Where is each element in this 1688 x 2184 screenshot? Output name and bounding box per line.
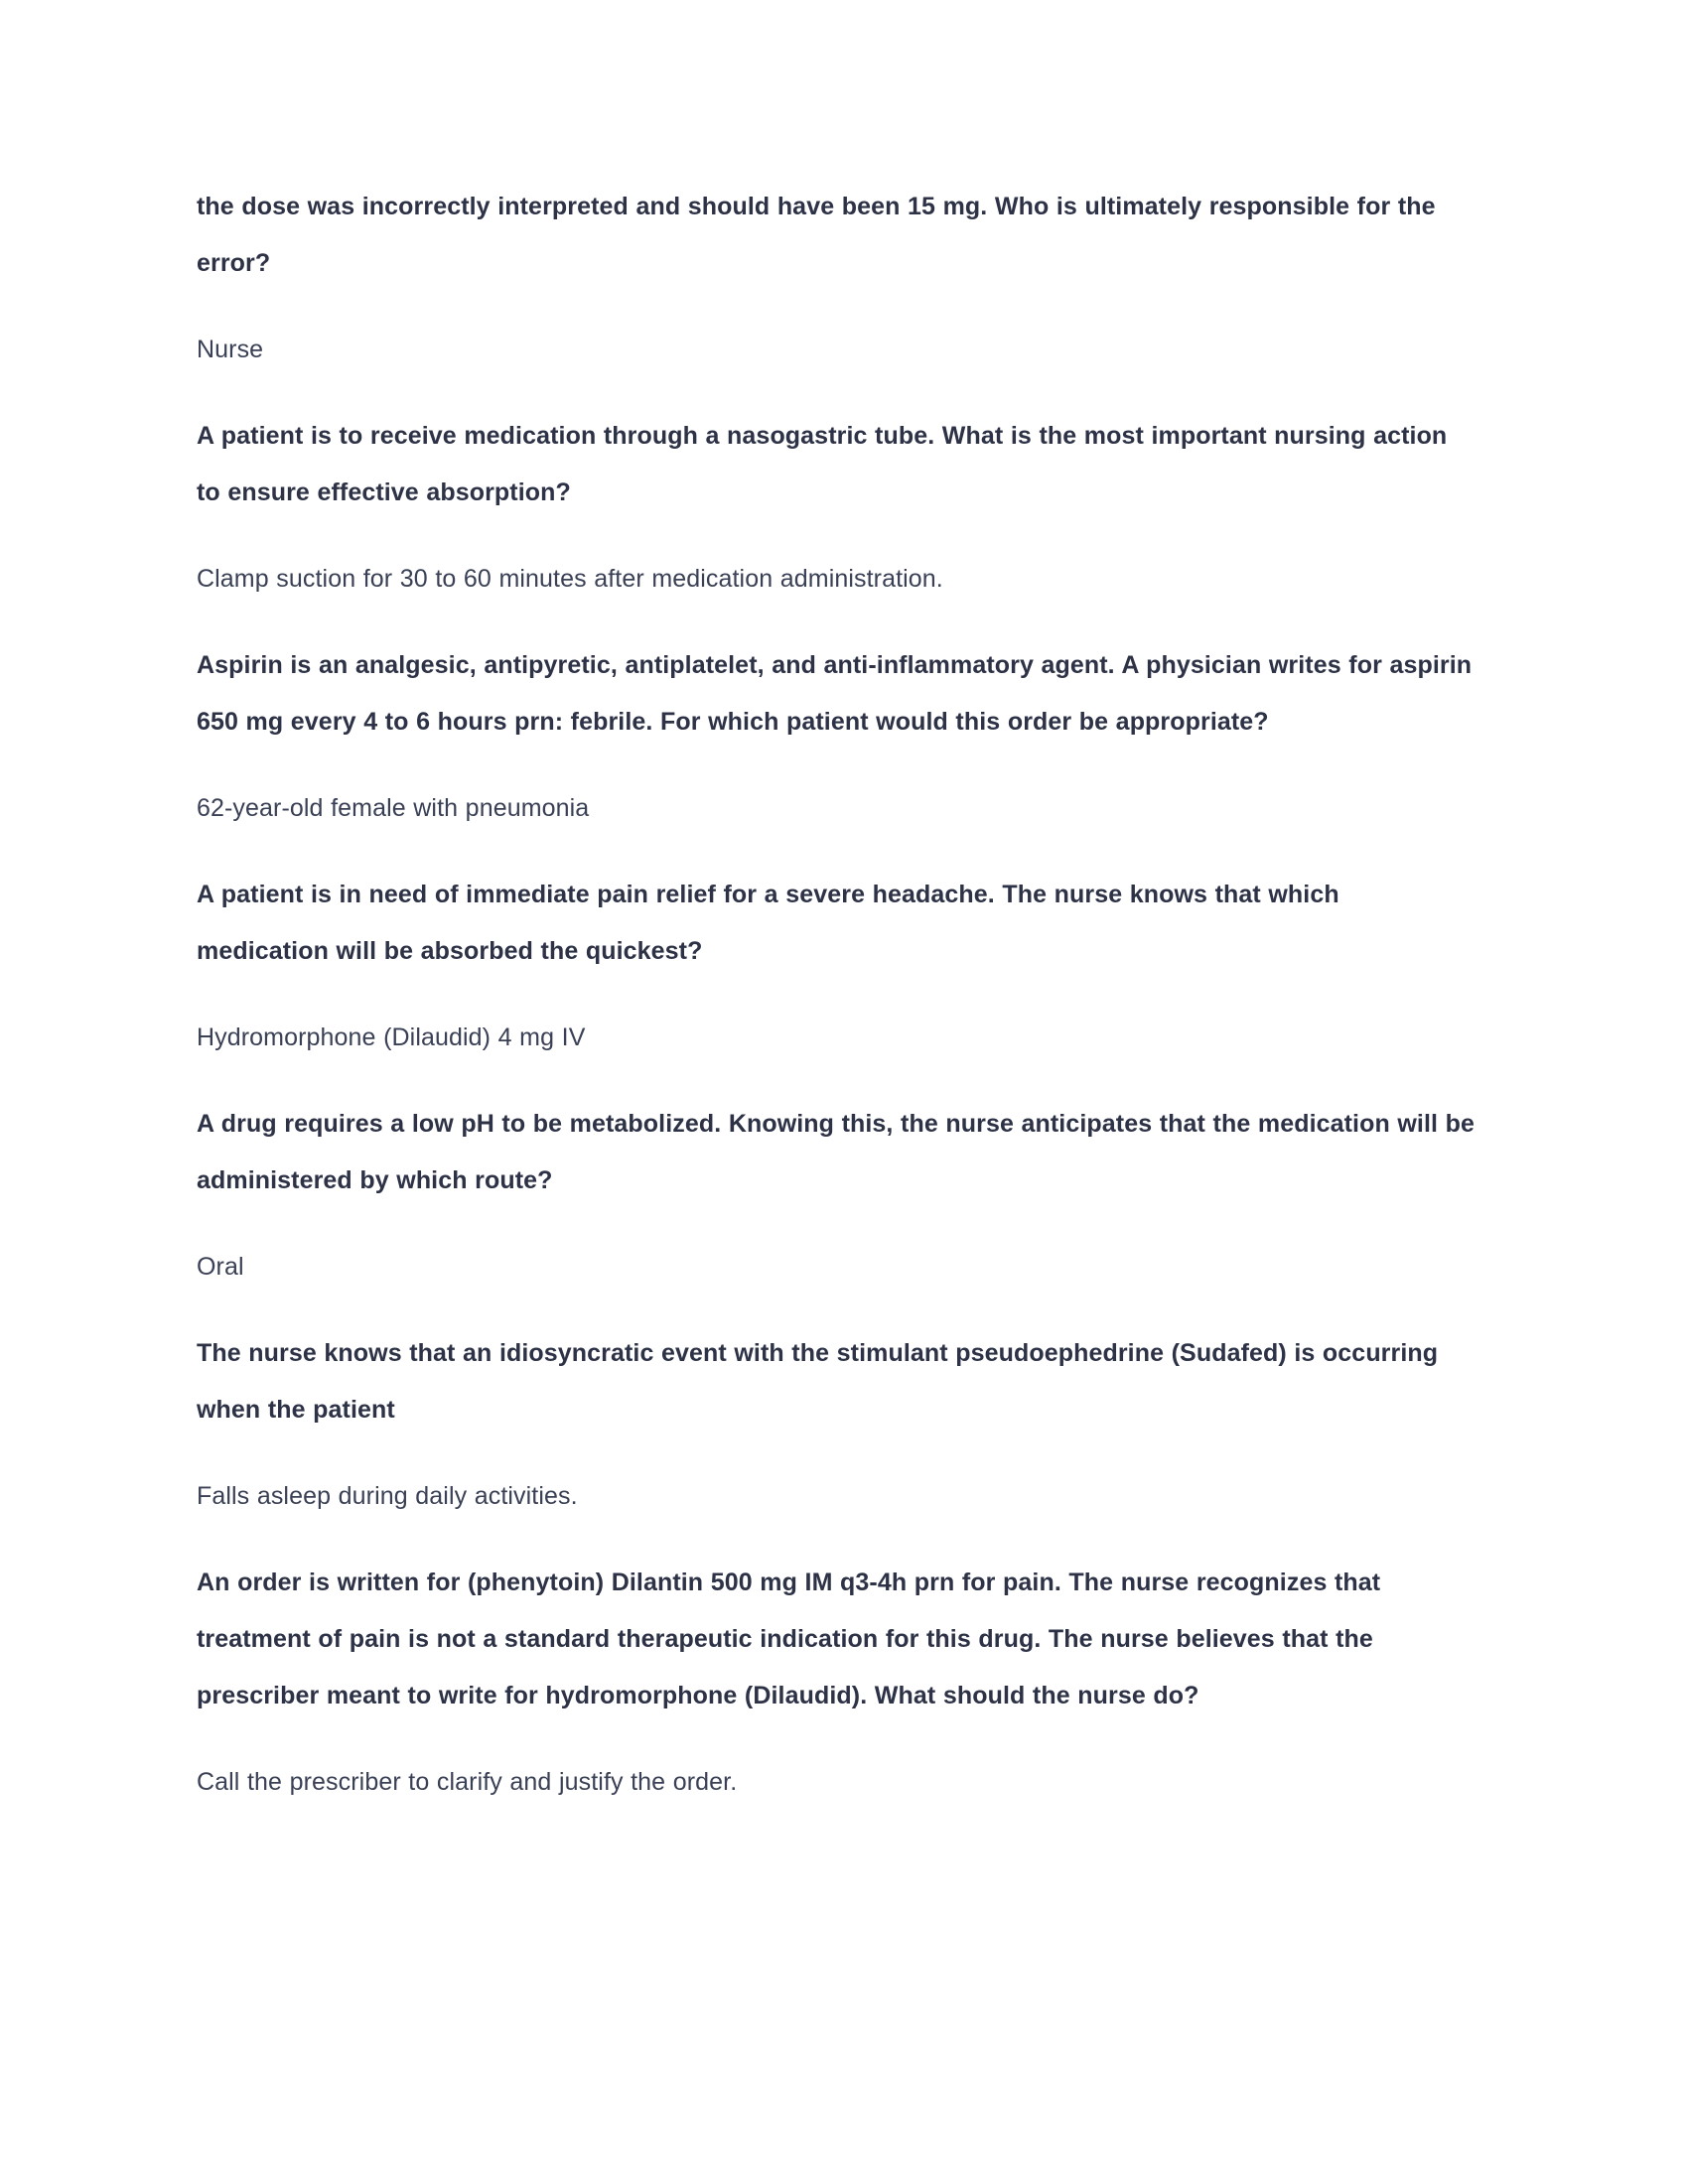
answer-text: Falls asleep during daily activities. [197,1482,578,1510]
question-text: the dose was incorrectly interpreted and should have been 15 mg. Who is ultimately responsible for the error? [197,193,1436,277]
qa-block [197,1325,1477,1525]
qa-block [197,637,1477,837]
question-text: The nurse knows that an idiosyncratic event with the stimulant pseudoephedrine (Sudafed) is occurring when the patient [197,1339,1439,1424]
answer-text: Call the prescriber to clarify and justify the order. [197,1768,738,1796]
question-text: Aspirin is an analgesic, antipyretic, antiplatelet, and anti-inflammatory agent. A physician writes for aspirin 650 mg every 4 to 6 hours prn: febrile. For which patient would this order be appropriate? [197,651,1473,736]
answer-text: Oral [197,1253,244,1281]
qa-block [197,1555,1477,1811]
answer-text: Clamp suction for 30 to 60 minutes after medication administration. [197,565,943,593]
answer-text: Nurse [197,336,264,363]
qa-block [197,179,1477,378]
answer-text: 62-year-old female with pneumonia [197,794,590,822]
qa-block [197,408,1477,608]
qa-block [197,867,1477,1066]
qa-block [197,1096,1477,1296]
answer-text: Hydromorphone (Dilaudid) 4 mg IV [197,1024,586,1051]
question-text: A patient is to receive medication through a nasogastric tube. What is the most important nursing action to ensure effective absorption? [197,422,1448,506]
question-text: A patient is in need of immediate pain relief for a severe headache. The nurse knows that which medication will be absorbed the quickest? [197,881,1339,965]
question-text: An order is written for (phenytoin) Dilantin 500 mg IM q3-4h prn for pain. The nurse recognizes that treatment of pain is not a standard therapeutic indication for this drug. The nurse believes that the prescriber meant to write for hydromorphone (Dilaudid). What should the nurse do? [197,1569,1381,1709]
document-body [197,179,1477,1811]
question-text: A drug requires a low pH to be metabolized. Knowing this, the nurse anticipates that the medication will be administered by which route? [197,1110,1475,1194]
